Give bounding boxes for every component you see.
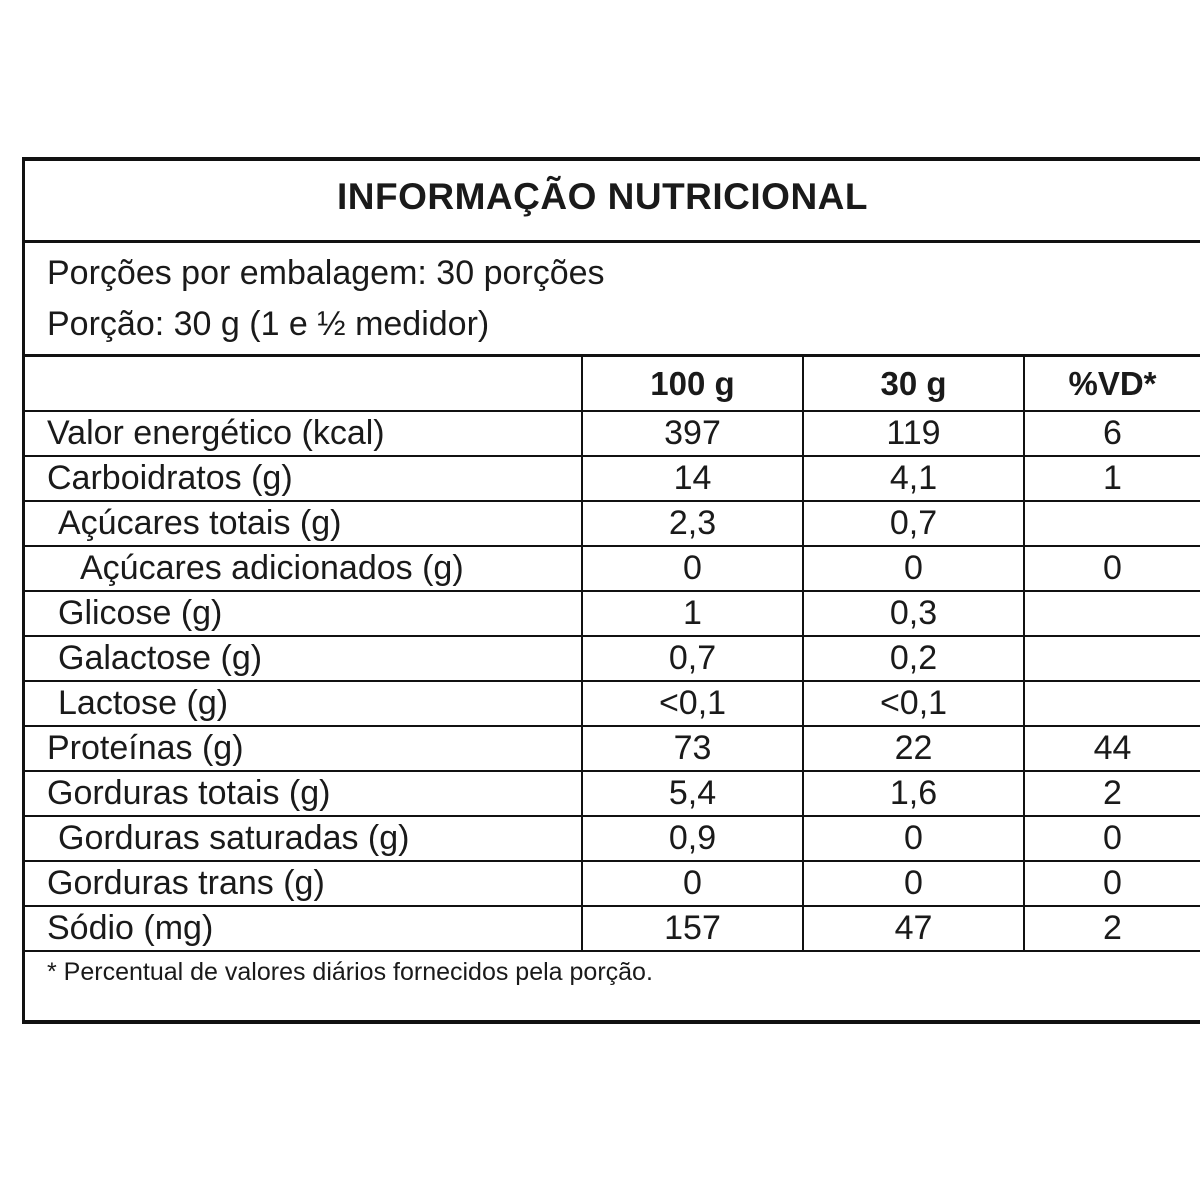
header-daily-value: %VD*: [1024, 357, 1200, 411]
value-per-serving: 0,7: [803, 501, 1024, 546]
nutrient-name: Carboidratos (g): [25, 456, 582, 501]
serving-info: [25, 243, 1200, 357]
value-per-serving: 0: [803, 816, 1024, 861]
nutrition-facts-panel: [22, 157, 1200, 1024]
value-per-100g: 397: [582, 411, 803, 456]
value-daily: [1024, 681, 1200, 726]
table-row: [25, 501, 1200, 546]
nutrient-name: Sódio (mg): [25, 906, 582, 951]
value-per-serving: 0: [803, 546, 1024, 591]
table-row: [25, 726, 1200, 771]
table-row: [25, 411, 1200, 456]
value-daily: 1: [1024, 456, 1200, 501]
nutrient-name: Açúcares totais (g): [25, 501, 582, 546]
nutrient-name: Lactose (g): [25, 681, 582, 726]
value-per-serving: 0,3: [803, 591, 1024, 636]
value-daily: 0: [1024, 816, 1200, 861]
nutrient-name: Valor energético (kcal): [25, 411, 582, 456]
table-row: [25, 591, 1200, 636]
value-per-100g: 0,7: [582, 636, 803, 681]
value-daily: 0: [1024, 546, 1200, 591]
nutrition-table: [25, 357, 1200, 952]
value-per-serving: 0,2: [803, 636, 1024, 681]
title-row: [25, 161, 1200, 243]
header-nutrient: [25, 357, 582, 411]
table-row: [25, 861, 1200, 906]
nutrient-name: Galactose (g): [25, 636, 582, 681]
value-daily: 0: [1024, 861, 1200, 906]
value-per-serving: 119: [803, 411, 1024, 456]
value-per-serving: 4,1: [803, 456, 1024, 501]
value-daily: 6: [1024, 411, 1200, 456]
nutrient-name: Gorduras totais (g): [25, 771, 582, 816]
value-daily: 2: [1024, 906, 1200, 951]
serving-size: Porção: 30 g (1 e ½ medidor): [47, 305, 490, 343]
value-per-100g: 5,4: [582, 771, 803, 816]
nutrient-name: Proteínas (g): [25, 726, 582, 771]
value-daily: [1024, 501, 1200, 546]
value-per-100g: 1: [582, 591, 803, 636]
table-row: [25, 816, 1200, 861]
header-per-serving: 30 g: [803, 357, 1024, 411]
value-daily: 44: [1024, 726, 1200, 771]
table-row: [25, 456, 1200, 501]
value-per-100g: 2,3: [582, 501, 803, 546]
value-daily: [1024, 636, 1200, 681]
value-per-100g: 73: [582, 726, 803, 771]
value-per-100g: <0,1: [582, 681, 803, 726]
header-per-100g: 100 g: [582, 357, 803, 411]
value-per-100g: 157: [582, 906, 803, 951]
nutrient-name: Glicose (g): [25, 591, 582, 636]
table-row: [25, 546, 1200, 591]
table-row: [25, 636, 1200, 681]
footnote: * Percentual de valores diários fornecidos pela porção.: [47, 958, 653, 986]
table-row: [25, 771, 1200, 816]
nutrient-name: Gorduras saturadas (g): [25, 816, 582, 861]
value-per-100g: 0,9: [582, 816, 803, 861]
table-header-row: [25, 357, 1200, 411]
servings-per-package: Porções por embalagem: 30 porções: [47, 254, 605, 292]
value-daily: [1024, 591, 1200, 636]
value-per-serving: <0,1: [803, 681, 1024, 726]
value-per-serving: 1,6: [803, 771, 1024, 816]
nutrient-name: Açúcares adicionados (g): [25, 546, 582, 591]
value-per-serving: 47: [803, 906, 1024, 951]
value-per-serving: 0: [803, 861, 1024, 906]
nutrient-name: Gorduras trans (g): [25, 861, 582, 906]
table-row: [25, 906, 1200, 951]
table-row: [25, 681, 1200, 726]
value-per-serving: 22: [803, 726, 1024, 771]
value-per-100g: 0: [582, 861, 803, 906]
value-per-100g: 14: [582, 456, 803, 501]
value-per-100g: 0: [582, 546, 803, 591]
label-title: INFORMAÇÃO NUTRICIONAL: [336, 175, 868, 217]
value-daily: 2: [1024, 771, 1200, 816]
